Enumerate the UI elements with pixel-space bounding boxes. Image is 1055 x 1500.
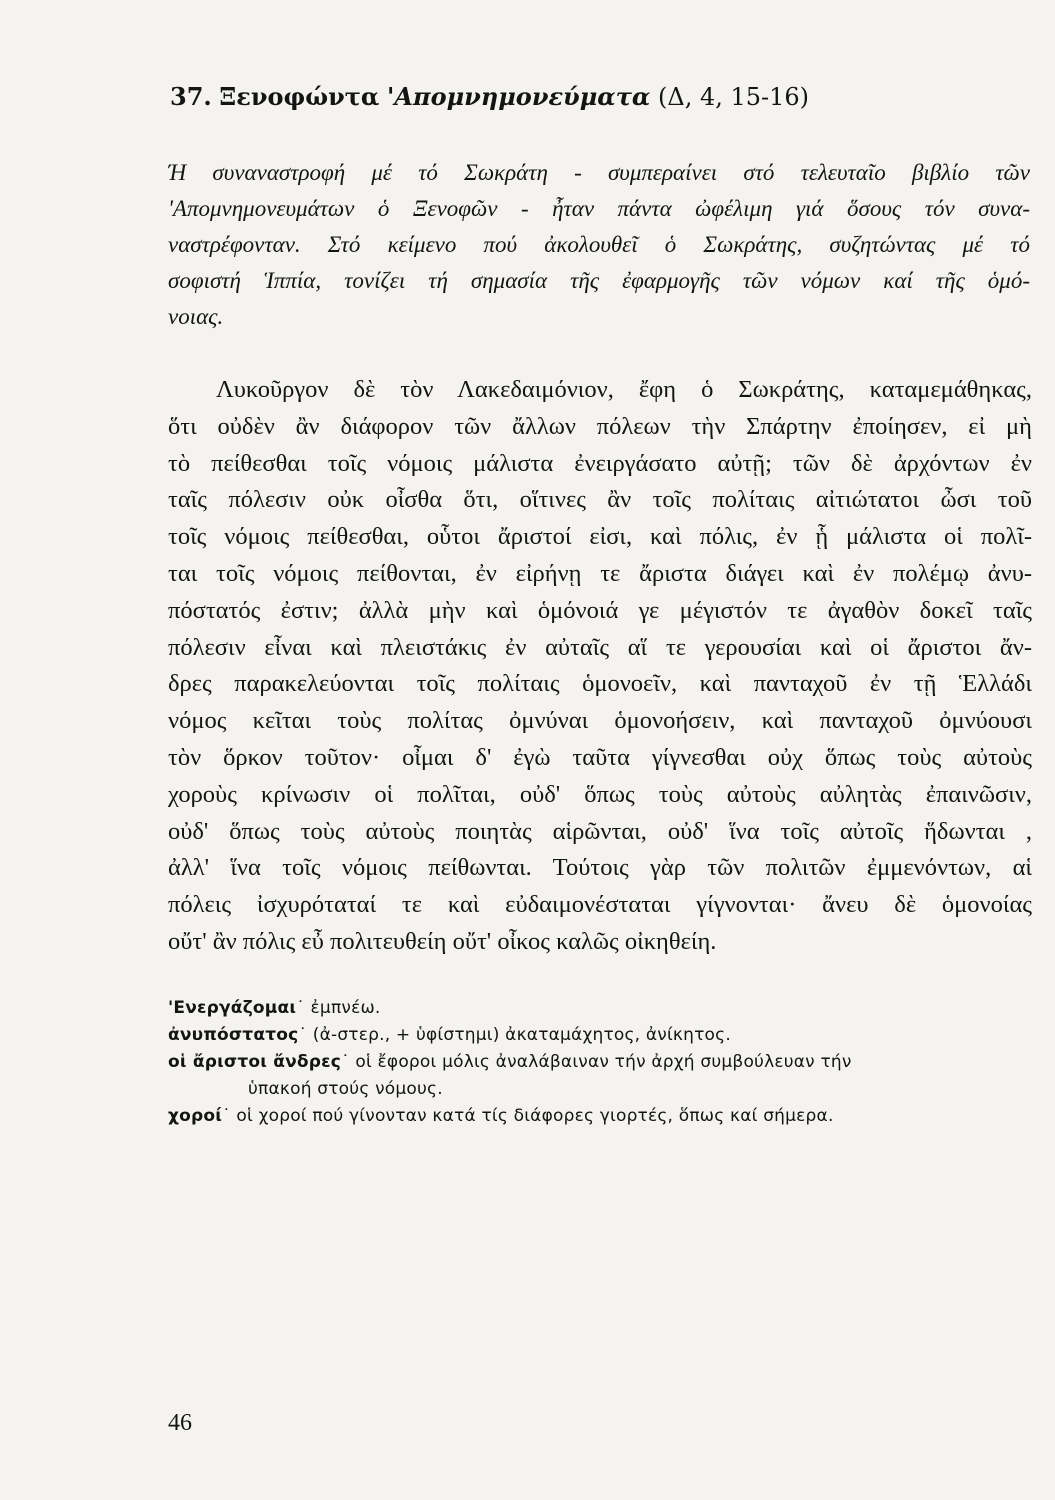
main-text-line: τὸν ὅρκον τοῦτον· οἶμαι δ' ἐγὼ ταῦτα γίγνεσθαι οὐχ ὅπως τοὺς αὐτοὺς	[168, 743, 1032, 771]
main-text-line: ὅτι οὐδὲν ἂν διάφορον τῶν ἄλλων πόλεων τὴν Σπάρτην ἐποίησεν, εἰ μὴ	[168, 412, 1032, 440]
glossary-term: 'Ενεργάζομαι	[168, 998, 297, 1018]
intro-paragraph	[168, 155, 1030, 335]
page-number: 46	[168, 1410, 192, 1436]
main-text-line: πόστατός ἐστιν; ἀλλὰ μὴν καὶ ὁμόνοιά γε μέγιστόν τε ἀγαθὸν δοκεῖ ταῖς	[168, 596, 1032, 624]
main-text-line: ται τοῖς νόμοις πείθονται, ἐν εἰρήνῃ τε ἄριστα διάγει καὶ ἐν πολέμῳ ἀνυ-	[168, 559, 1032, 587]
intro-line: νοιας.	[168, 304, 224, 329]
main-text-line: πόλεις ἰσχυρόταταί τε καὶ εὐδαιμονέσταται γίγνονται· ἄνευ δὲ ὁμονοίας	[168, 891, 1032, 919]
main-text-line: Λυκοῦργον δὲ τὸν Λακεδαιμόνιον, ἔφη ὁ Σωκράτης, καταμεμάθηκας,	[216, 376, 1032, 403]
main-text-line: χοροὺς κρίνωσιν οἱ πολῖται, οὐδ' ὅπως τοὺς αὐτοὺς αὐλητὰς ἐπαινῶσιν,	[168, 780, 1032, 808]
passage-reference: (Δ, 4, 15-16)	[658, 83, 810, 111]
intro-line: σοφιστή Ἱππία, τονίζει τή σημασία τῆς ἐφαρμογῆς τῶν νόμων καί τῆς ὁμό-	[168, 268, 1030, 293]
glossary-entry	[168, 1022, 1028, 1049]
glossary-term: ἀνυπόστατος	[168, 1025, 299, 1045]
intro-line: Ή συναναστροφή μέ τό Σωκράτη - συμπεραίνει στό τελευταῖο βιβλίο τῶν	[168, 160, 1030, 185]
intro-line: 'Απομνημονευμάτων ὁ Ξενοφῶν - ἦταν πάντα ὠφέλιμη γιά ὅσους τόν συνα-	[168, 196, 1030, 221]
work-title: 'Απομνημονεύματα	[387, 82, 651, 111]
main-text-line: τοῖς νόμοις πείθεσθαι, οὗτοι ἄριστοί εἰσι, καὶ πόλις, ἐν ᾗ μάλιστα οἱ πολῖ-	[168, 523, 1032, 551]
main-text-line: ἀλλ' ἵνα τοῖς νόμοις πείθωνται. Τούτοις γὰρ τῶν πολιτῶν ἐμμενόντων, αἱ	[168, 854, 1032, 882]
main-text-line: πόλεσιν εἶναι καὶ πλειστάκις ἐν αὐταῖς αἵ τε γερουσίαι καὶ οἱ ἄριστοι ἄν-	[168, 633, 1032, 661]
section-number: 37.	[170, 82, 212, 111]
glossary-definition: ˙ ἐμπνέω.	[296, 998, 381, 1018]
main-text-line: νόμος κεῖται τοὺς πολίτας ὀμνύναι ὁμονοήσειν, καὶ πανταχοῦ ὀμνύουσι	[168, 707, 1032, 735]
intro-line: ναστρέφονταν. Στό κείμενο πού ἀκολουθεῖ ὁ Σωκράτης, συζητώντας μέ τό	[168, 232, 1030, 257]
glossary-definition: ˙ οἱ ἔφοροι μόλις ἀναλάβαιναν τήν ἀρχή συμβούλευαν τήν	[341, 1052, 852, 1072]
glossary-entry	[168, 1103, 1028, 1130]
main-text-line: τὸ πείθεσθαι τοῖς νόμοις μάλιστα ἐνειργάσατο αὐτῇ; τῶν δὲ ἀρχόντων ἐν	[168, 449, 1032, 477]
section-heading	[170, 80, 1030, 114]
glossary-definition: ˙ οἱ χοροί πού γίνονταν κατά τίς διάφορες γιορτές, ὅπως καί σήμερα.	[222, 1106, 834, 1126]
glossary-term: οἱ ἄριστοι ἄνδρες	[168, 1052, 342, 1072]
main-text-line: οὐδ' ὅπως τοὺς αὐτοὺς ποιητὰς αἱρῶνται, οὐδ' ἵνα τοῖς αὐτοῖς ἥδωνται ,	[168, 817, 1032, 845]
author-name: Ξενοφώντα	[219, 82, 380, 111]
main-text	[168, 372, 1032, 961]
main-text-line: οὔτ' ἂν πόλις εὖ πολιτευθείη οὔτ' οἶκος καλῶς οἰκηθείη.	[168, 927, 717, 955]
glossary-entry	[168, 995, 1028, 1022]
main-text-line: δρες παρακελεύονται τοῖς πολίταις ὁμονοεῖν, καὶ πανταχοῦ ἐν τῇ Ἑλλάδι	[168, 670, 1032, 698]
main-text-line: ταῖς πόλεσιν οὐκ οἶσθα ὅτι, οἵτινες ἂν τοῖς πολίταις αἰτιώτατοι ὦσι τοῦ	[168, 486, 1032, 514]
glossary-entry	[168, 1049, 1028, 1103]
glossary-term: χοροί	[168, 1106, 223, 1126]
glossary-definition: ˙ (ἀ-στερ., + ὑφίστημι) ἀκαταμάχητος, ἀνίκητος.	[298, 1025, 731, 1045]
glossary	[168, 995, 1028, 1130]
glossary-definition-continuation: ὑπακοή στούς νόμους.	[248, 1079, 443, 1099]
